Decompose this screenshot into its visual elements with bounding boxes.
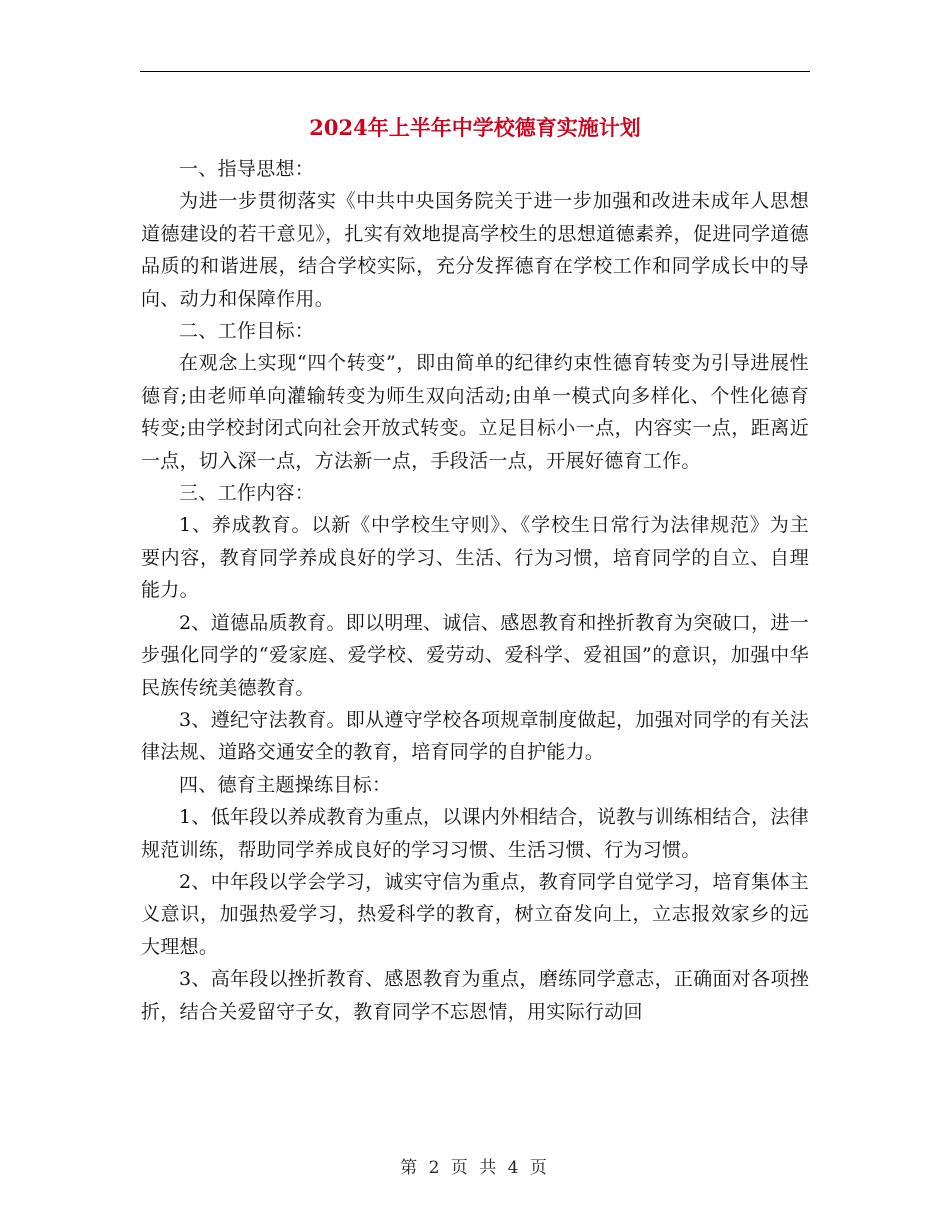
paragraph-lower-grades: 1、低年段以养成教育为重点，以课内外相结合，说教与训练相结合，法律规范训练，帮助同学养成良好的学习习惯、生活习惯、行为习惯。 (141, 806, 809, 861)
page-number-footer: 第 2 页 共 4 页 (400, 1158, 550, 1178)
section-heading-guiding-ideology: 一、指导思想： (179, 158, 315, 180)
section-heading-work-goals: 二、工作目标： (179, 320, 315, 343)
paragraph-guiding-ideology: 为进一步贯彻落实《中共中央国务院关于进一步加强和改进未成年人思想道德建设的若干意见》，扎实有效地提高学校生的思想道德素养，促进同学道德品质的和谐进展，结合学校实际，充分发挥德育在学校工作和同学成长中的导向、动力和保障作用。 (141, 190, 809, 310)
paragraph-work-goals: 在观念上实现“四个转变”，即由简单的纪律约束性德育转变为引导进展性德育;由老师单向灌输转变为师生双向活动;由单一模式向多样化、个性化德育转变;由学校封闭式向社会开放式转变。立足目标小一点，内容实一点，距离近一点，切入深一点，方法新一点，手段活一点，开展好德育工作。 (141, 352, 809, 472)
paragraph-habit-education: 1、养成教育。以新《中学校生守则》、《学校生日常行为法律规范》为主要内容，教育同学养成良好的学习、生活、行为习惯，培育同学的自立、自理能力。 (141, 514, 809, 602)
section-heading-work-content: 三、工作内容： (179, 482, 315, 505)
header-rule (140, 71, 810, 72)
document-title: 2024年上半年中学校德育实施计划 (309, 115, 641, 140)
paragraph-moral-education: 2、道德品质教育。即以明理、诚信、感恩教育和挫折教育为突破口，进一步强化同学的“爱家庭、爱学校、爱劳动、爱科学、爱祖国”的意识，加强中华民族传统美德教育。 (141, 611, 809, 699)
section-heading-theme-goals: 四、德育主题操练目标： (179, 773, 392, 796)
paragraph-law-education: 3、遵纪守法教育。即从遵守学校各项规章制度做起，加强对同学的有关法律法规、道路交通安全的教育，培育同学的自护能力。 (141, 708, 809, 764)
document-body (141, 153, 809, 1028)
paragraph-middle-grades: 2、中年段以学会学习，诚实守信为重点，教育同学自觉学习，培育集体主义意识，加强热爱学习，热爱科学的教育，树立奋发向上，立志报效家乡的远大理想。 (141, 870, 809, 958)
paragraph-upper-grades: 3、高年段以挫折教育、感恩教育为重点，磨练同学意志，正确面对各项挫折，结合关爱留守子女，教育同学不忘恩情，用实际行动回 (141, 968, 809, 1023)
